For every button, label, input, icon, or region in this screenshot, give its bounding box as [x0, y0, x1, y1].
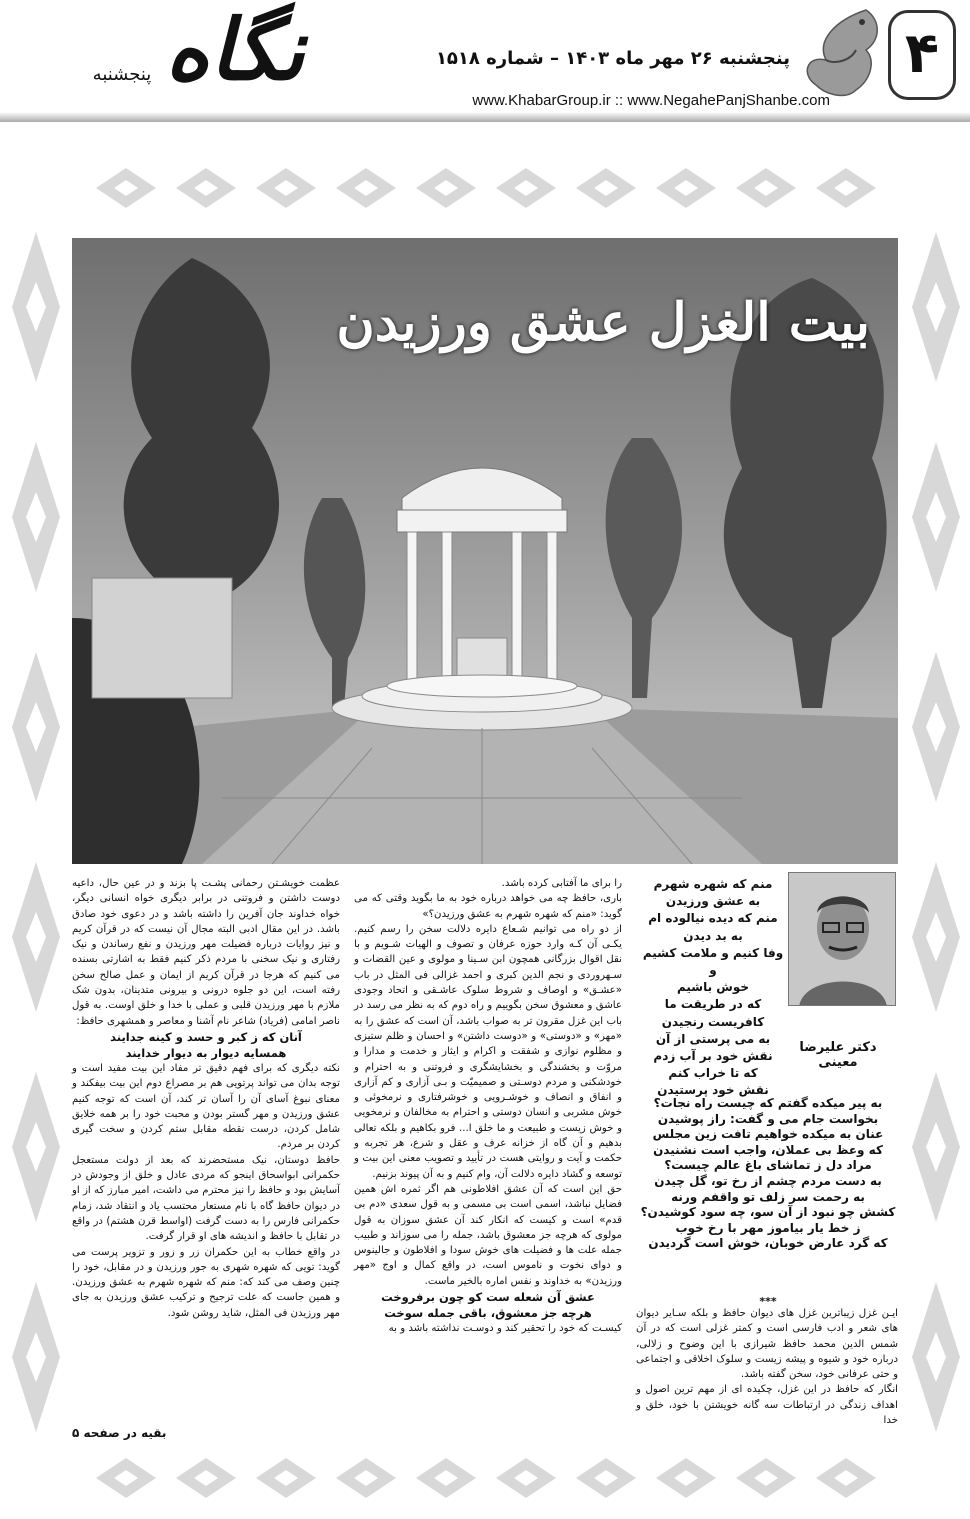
verse-line: عشق آن شعله ست کو چون برفروخت — [381, 1290, 595, 1305]
ornament-diamond — [336, 168, 396, 208]
article-column-1 — [636, 1306, 898, 1428]
poem-line: به رحمت سر زلف تو واقفم ورنه — [671, 1189, 865, 1204]
ornament-diamond — [496, 168, 556, 208]
ornament-row-top — [96, 158, 876, 218]
poem-line: کافریست رنجیدن — [661, 1014, 765, 1029]
ornament-diamond — [576, 1458, 636, 1498]
article-headline: بیت الغزل عشق ورزیدن — [336, 292, 870, 353]
verse-line: همسایه دیوار به دیوار خدایند — [125, 1045, 287, 1060]
ornament-diamond — [12, 862, 60, 1012]
poem-line: به پیر میکده گفتم که چیست راه نجات؟ — [653, 1096, 883, 1110]
issue-date-line: پنجشنبه ۲۶ مهر ماه ۱۴۰۳ – شماره ۱۵۱۸ — [435, 48, 790, 69]
ornament-diamond — [416, 168, 476, 208]
poem-line: منم که دیده نیالوده ام — [648, 911, 778, 926]
ornament-row-bottom — [96, 1448, 876, 1508]
continued-on-page[interactable]: بقیه در صفحه ۵ — [72, 1426, 167, 1440]
paragraph: ایـن غزل زیباترین غزل های دیوان حافظ و بلکه سـایر دیوان های شعر و ادب فارسی است و کمتر غزلی است که در آن شمس الدین محمد حافظ شیرازی با این وضوح و زلالی، درباره خود و شیوه و پیشه زیست و سلوک اخلاقی و اجتماعی و حتی عرفانی خود، سخن گفته باشد. — [636, 1308, 898, 1381]
ornament-diamond — [736, 168, 796, 208]
ornament-diamond — [576, 168, 636, 208]
ornament-diamond — [12, 232, 60, 382]
poem-line: به می پرستی از آن — [655, 1031, 771, 1046]
ornament-diamond — [256, 1458, 316, 1498]
ornament-diamond — [912, 442, 960, 592]
ornament-diamond — [912, 1072, 960, 1222]
article-column-3 — [72, 876, 340, 1321]
section-separator: *** — [759, 1295, 777, 1308]
paragraph: نکته دیگری که برای فهم دقیق تر مفاد این بیت مفید است و توجه بدان می تواند پرتویی هم بر مصراع دوم این بیت بیفکند و معنای نبوغ آسای آن را آسان تر کند، آن است که توجه کنیم عشق ورزیدن و مهر گستر بودن و محبت خود را بر همه خلایق شامل کردن، درست نقطه مقابل ستم کردن و سخت گیری کردن بر مردم. — [72, 1062, 340, 1151]
ornament-diamond — [176, 1458, 236, 1498]
poem-line: که در طریقت ما — [664, 997, 762, 1012]
paragraph: عظمت خویشـتن رحمانی پشـت پا بزند و در عین حال، داعیه دوست داشتن و فروتنی در برابر دیگری خواه انسانی دیگر، خواه خداوند جان آفرین را داشته باشد و در دعوی خود صادق باشد. در این مقال ادبی البته مجال آن نیست که در قرآن کریم و نیز روایات درباره فضیلت مهر ورزیدن و نفع رساندن و نیک رفتاری و نیک سخنی با مردم ذکر کنیم فقط به اشارتی بسنده می کنیم که هرجا در قرآن کریم از ایمان و عمل صالح سخن رفته است، این دو جلوه درونی و بیرونی متدینان، بدون شک ملازم با مهر ورزیدن قلبی و عملی با خدا و خلق اوست. به قول ناصر امامی (فریاد) شاعر نام آشنا و معاصر و همشهری حافظ: — [72, 878, 340, 1027]
ornament-column-right — [906, 232, 966, 1432]
ornament-diamond — [912, 232, 960, 382]
poem-line: عنان به میکده خواهیم تافت زین مجلس — [652, 1127, 884, 1142]
ornament-diamond — [176, 168, 236, 208]
newspaper-logo-sub: پنجشنبه — [92, 64, 152, 85]
ornament-diamond — [12, 442, 60, 592]
paragraph: باری، حافظ چه می خواهد درباره خود به ما بگوید وقتی که می گوید: «منم که شهره شهرم به عشق ورزیدن؟» — [354, 893, 622, 920]
paragraph: حافظ دوستان، نیک مستحضرند که بعد از دولت مستعجل حکمرانی ابواسحاق اینجو که مردی عادل و خلق از وجودش در آسایش بود و حافظ را نیز محترم می داشت، امیر مبارز که از او در دیوان حافظ گاه با نام مستعار محتسب یاد و انتقاد شد، زمام حکمرانی فارس را به دست گرفت (اواسط قرن هشتم) در واقع در تقابل با حافظ و اندیشه های او قرار گرفت. — [72, 1154, 340, 1243]
poem-line: که وعظ بی عملان، واجب است نشنیدن — [653, 1142, 883, 1157]
ornament-diamond — [912, 1282, 960, 1432]
ornament-column-left — [6, 232, 66, 1432]
author-name: دکتر علیرضا معینی — [799, 1040, 877, 1070]
paragraph: در واقع خطاب به این حکمران زر و زور و تزویر پرست می گوید: تویی که شهره شهری به جور ورزیدن و در مقابل، خود را چنین وصف می کند که: منم که شهره شهرم به عشق ورزیدن. و همین جاست که علت ترجیح و ترکیب عشق ورزیدن به جای مهر ورزیدن فی المثل، شاید روشن شود. — [72, 1246, 340, 1319]
ornament-diamond — [736, 1458, 796, 1498]
poem-line: نقش خود بر آب زدم — [653, 1049, 773, 1064]
ornament-diamond — [12, 1282, 60, 1432]
ornament-diamond — [336, 1458, 396, 1498]
ornament-diamond — [12, 652, 60, 802]
poem-line: که تا خراب کنم — [668, 1066, 758, 1081]
article-column-2 — [354, 876, 622, 1336]
poem-line: به بد دیدن — [683, 928, 743, 943]
poem-line: کشش چو نبود از آن سو، چه سود کوشیدن؟ — [640, 1205, 896, 1220]
page-number: ۴ — [888, 10, 956, 100]
poem-line: مراد دل ز تماشای باغ عالم چیست؟ — [664, 1158, 872, 1173]
ornament-diamond — [96, 168, 156, 208]
poem-line: منم که شهره شهرم — [653, 877, 773, 891]
paragraph: کیسـت که خود را تحقیر کند و دوسـت نداشته باشد و به — [388, 1323, 622, 1335]
newspaper-logo: نگاه — [165, 0, 305, 99]
paragraph: حق این است که آن عشق افلاطونی هم اگر ثمره اش همین فضایل نباشد، اسمی است بی مسمی و به قول سعدی «دم بی قدم» است و کیست که انکار کند آن عشق سوزان به قول مولوی که هرچه جز معشوق باشد، جمله را می سوزاند و طبیب جمله علت ها و فضیلت های خوش سودا و افلاطون و جالینوس و دوای نخوت و ناموس است، در واقع کمال و اوج «مهر ورزیدن» به خداوند و نفس اماره بالخیر ماست. — [354, 1183, 622, 1287]
verse-line: آنان که ز کبر و حسد و کینه جدایند — [110, 1029, 302, 1044]
poem-line: خوش باشیم — [676, 980, 750, 995]
ornament-diamond — [12, 1072, 60, 1222]
ornament-diamond — [816, 168, 876, 208]
poem-line: ز خط یار بیاموز مهر با رخ خوب — [675, 1220, 861, 1235]
poem-line: بخواست جام می و گفت: راز پوشیدن — [657, 1111, 879, 1126]
masthead-rule — [0, 112, 970, 122]
poem-line: به دست مردم چشم از رخ تو، گل چیدن — [654, 1173, 882, 1188]
ornament-diamond — [656, 168, 716, 208]
author-portrait — [788, 872, 896, 1006]
verse-line: هرچه جز معشوق، باقی جمله سوخت — [384, 1306, 592, 1321]
paragraph: را برای ما آفتابی کرده باشد. — [501, 878, 622, 889]
ornament-diamond — [496, 1458, 556, 1498]
ornament-diamond — [816, 1458, 876, 1498]
ornament-diamond — [656, 1458, 716, 1498]
ornament-diamond — [96, 1458, 156, 1498]
poem-line: وفا کنیم و ملامت کشیم و — [642, 945, 784, 978]
poem-line: که گرد عارض خوبان، خوش است گردیدن — [648, 1236, 888, 1251]
poem-block-2 — [640, 1096, 896, 1252]
ornament-diamond — [912, 862, 960, 1012]
paragraph: از دو راه می توانیم شـعاع دایره دلالت سخن را رسم کنیم. یکـی آن کـه وارد حوزه عرفان و تصوف و الهیات شـویم و با نقل اقوال بزرگانی همچون ابن سـینا و مولوی و عین القضات و سـهروردی و نجم الدین کبری و احمد غزالی فی المثل در باب «عشـق» و اوصاف و شروط سلوک عاشـقی و اتحاد وجودی عاشق و معشوق سخن بگوییم و راه دوم که به نظر می رسد در باب این غزل مقرون تر به صواب باشد، آن است که عشق را به «مهر» و «دوستی» و «دوست داشتن» و احسان و ظلم ستیزی و مظلوم نوازی و شفقت و اکرام و ایثار و خدمت و مدارا و مروّت و بخشندگی و بخشایشگری و فروتنی و به احترام و خودشکنی و مردم دوسـتی و صمیمیّت و بـی آزاری و کم آزاری و انفاق و انصاف و خوشـرویی و خوشرفتاری و نرمخوئی و خوش مشربی و انسان دوستی و احترام به مخالفان و نرمخویی و خوش زیست و طبیعت و ما خلق ا... فرو بکاهیم و بلکه تعالی بدهیم و آن گاه از خزانه عرف و عقل و شرع، هر تجربه و حکمت و آیت و روایتی هست در تأیید و تصویب معنی این بیت و توسعه و گشاد دایره دلالت آن، وام کنیم و به آن پیوند بزنیم. — [354, 923, 622, 1180]
paragraph: انگار که حافظ در این غزل، چکیده ای از مهم ترین اصول و اهداف زندگی در ارتباطات سه گانه خویشتن با خود، خلق و خدا — [636, 1384, 898, 1427]
website-urls: www.KhabarGroup.ir :: www.NegahePanjShanbe.com — [472, 92, 830, 109]
poem-line: نقش خود پرستیدن — [657, 1083, 769, 1098]
ornament-diamond — [256, 168, 316, 208]
ornament-diamond — [416, 1458, 476, 1498]
poem-block-1 — [640, 876, 786, 1100]
ornament-diamond — [912, 652, 960, 802]
poem-line: به عشق ورزیدن — [665, 894, 761, 909]
